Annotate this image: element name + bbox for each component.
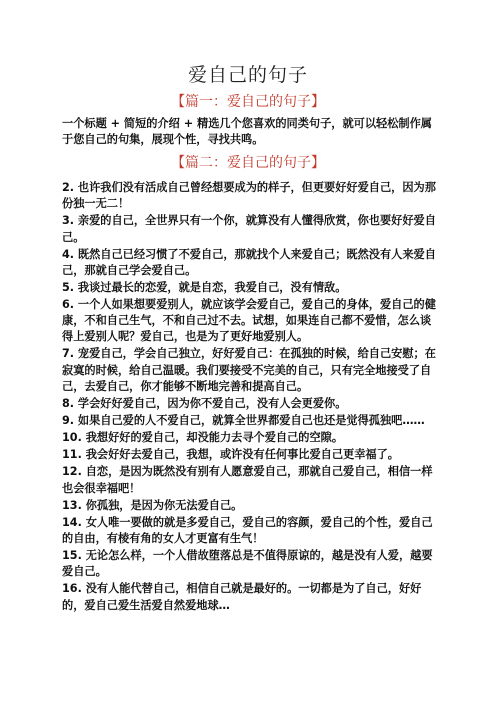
- section-heading-2: 【篇二：爱自己的句子】: [171, 155, 325, 171]
- list-item: 4. 既然自己已经习惯了不爱自己，那就找个人来爱自己；既然没有人来爱自己，那就自己学会爱自己。: [62, 247, 436, 277]
- list-item: 11. 我会好好去爱自己，我想，或许没有任何事比爱自己更幸福了。: [62, 448, 399, 462]
- list-item: 14. 女人唯一要做的就是多爱自己，爱自己的容颜，爱自己的个性，爱自己的自由，有棱有角的女人才更富有生气！: [62, 515, 433, 545]
- list-item: 7. 宠爱自己，学会自己独立，好好爱自己：在孤独的时候，给自己安慰；在寂寞的时候，给自己温暖。我们要接受不完美的自己，只有完全地接受了自己，去爱自己，你才能够不断地完善和提高自己。: [62, 347, 436, 393]
- list-item: 13. 你孤独，是因为你无法爱自己。: [62, 498, 243, 512]
- section-heading-1: 【篇一：爱自己的句子】: [171, 94, 325, 110]
- list-item: 9. 如果自己爱的人不爱自己，就算全世界都爱自己也还是觉得孤独吧……: [62, 414, 425, 428]
- list-item: 12. 自恋，是因为既然没有别有人愿意爱自己，那就自己爱自己，相信一样也会很幸福吧！: [62, 465, 433, 495]
- list-item: 15. 无论怎么样，一个人借故堕落总是不值得原谅的，越是没有人爱，越要爱自己。: [62, 549, 433, 579]
- page-title: 爱自己的句子: [187, 64, 308, 86]
- list-item: 16. 没有人能代替自己，相信自己就是最好的。一切都是为了自己，好好的，爱自己爱生活爱自然爱地球…: [62, 582, 422, 612]
- list-item: 10. 我想好好的爱自己，却没能力去寻个爱自己的空隙。: [62, 431, 344, 445]
- list-item: 8. 学会好好爱自己，因为你不爱自己，没有人会更爱你。: [62, 396, 347, 410]
- sentence-list: [62, 180, 442, 614]
- intro-paragraph: 一个标题 + 简短的介绍 + 精选几个您喜欢的同类句子，就可以轻松制作属于您自己的句集，展现个性，寻找共鸣。: [62, 117, 432, 146]
- list-item: 3. 亲爱的自己，全世界只有一个你，就算没有人懂得欣赏，你也要好好爱自己。: [62, 214, 436, 244]
- list-item: 2. 也许我们没有活成自己曾经想要成为的样子，但更要好好爱自己，因为那份独一无二！: [62, 181, 436, 211]
- list-item: 5. 我谈过最长的恋爱，就是自恋，我爱自己，没有情敌。: [62, 280, 347, 294]
- list-item: 6. 一个人如果想要爱别人，就应该学会爱自己，爱自己的身体，爱自己的健康，不和自己生气，不和自己过不去。试想，如果连自己都不爱惜，怎么谈得上爱别人呢？爱自己，也是为了更好地爱别人。: [62, 297, 436, 344]
